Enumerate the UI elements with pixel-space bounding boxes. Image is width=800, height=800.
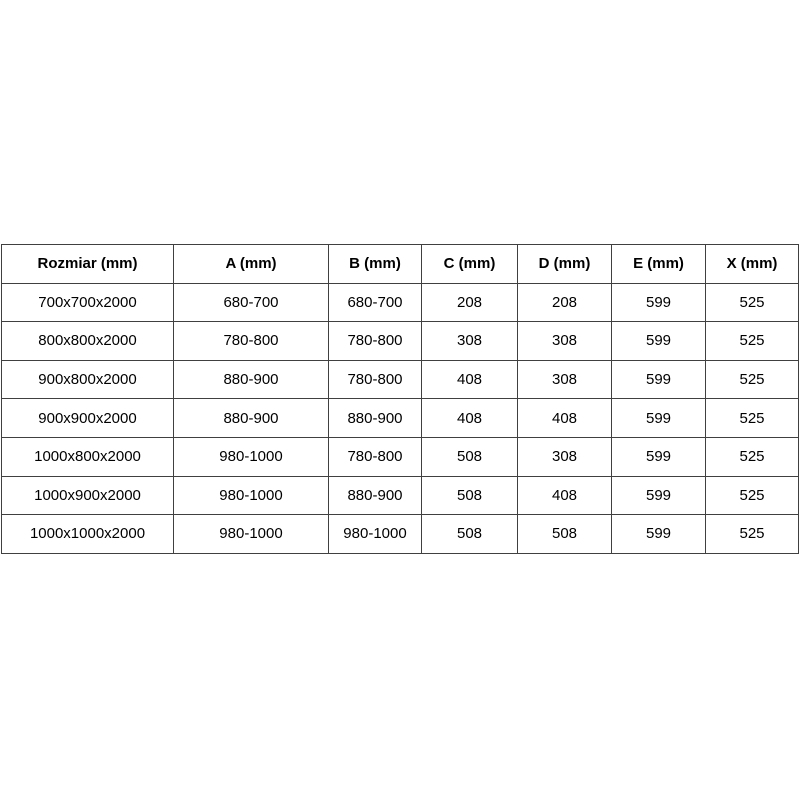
table-cell: 525: [706, 360, 799, 399]
table-cell: 980-1000: [174, 515, 329, 554]
table-cell: 599: [612, 399, 706, 438]
table-cell: 1000x900x2000: [2, 476, 174, 515]
table-cell: 780-800: [174, 322, 329, 361]
table-cell: 599: [612, 360, 706, 399]
table-cell: 208: [422, 283, 518, 322]
table-cell: 800x800x2000: [2, 322, 174, 361]
table-cell: 880-900: [174, 399, 329, 438]
table-cell: 599: [612, 515, 706, 554]
table-cell: 880-900: [329, 399, 422, 438]
table-cell: 599: [612, 283, 706, 322]
table-cell: 900x800x2000: [2, 360, 174, 399]
table-cell: 525: [706, 322, 799, 361]
table-cell: 599: [612, 322, 706, 361]
table-header-cell: A (mm): [174, 245, 329, 284]
table-cell: 525: [706, 476, 799, 515]
table-cell: 508: [422, 437, 518, 476]
table-cell: 508: [518, 515, 612, 554]
table-cell: 680-700: [174, 283, 329, 322]
table-cell: 599: [612, 437, 706, 476]
table-cell: 880-900: [174, 360, 329, 399]
table-cell: 408: [422, 360, 518, 399]
table-cell: 680-700: [329, 283, 422, 322]
table-row: [2, 399, 799, 438]
table-cell: 308: [422, 322, 518, 361]
table-header-cell: C (mm): [422, 245, 518, 284]
table-cell: 780-800: [329, 360, 422, 399]
table-cell: 1000x800x2000: [2, 437, 174, 476]
table-cell: 408: [422, 399, 518, 438]
table-header-cell: X (mm): [706, 245, 799, 284]
table-cell: 880-900: [329, 476, 422, 515]
table-cell: 308: [518, 360, 612, 399]
table-cell: 308: [518, 322, 612, 361]
table-cell: 525: [706, 437, 799, 476]
table-cell: 900x900x2000: [2, 399, 174, 438]
table-cell: 1000x1000x2000: [2, 515, 174, 554]
table-header-cell: B (mm): [329, 245, 422, 284]
table-header-cell: E (mm): [612, 245, 706, 284]
table-cell: 408: [518, 476, 612, 515]
table-cell: 780-800: [329, 437, 422, 476]
table-row: [2, 437, 799, 476]
table-cell: 525: [706, 283, 799, 322]
table-cell: 980-1000: [329, 515, 422, 554]
table-cell: 308: [518, 437, 612, 476]
table-header-row: [2, 245, 799, 284]
table-cell: 208: [518, 283, 612, 322]
table-row: [2, 360, 799, 399]
table-cell: 599: [612, 476, 706, 515]
table-cell: 980-1000: [174, 437, 329, 476]
table-cell: 508: [422, 476, 518, 515]
table-row: [2, 322, 799, 361]
dimensions-spec-table: [1, 244, 799, 554]
table-header-cell: Rozmiar (mm): [2, 245, 174, 284]
table-row: [2, 476, 799, 515]
table-header-cell: D (mm): [518, 245, 612, 284]
table-cell: 408: [518, 399, 612, 438]
table-cell: 508: [422, 515, 518, 554]
table-cell: 525: [706, 515, 799, 554]
table-row: [2, 515, 799, 554]
table-cell: 525: [706, 399, 799, 438]
table-cell: 700x700x2000: [2, 283, 174, 322]
table-row: [2, 283, 799, 322]
table-cell: 780-800: [329, 322, 422, 361]
table-cell: 980-1000: [174, 476, 329, 515]
